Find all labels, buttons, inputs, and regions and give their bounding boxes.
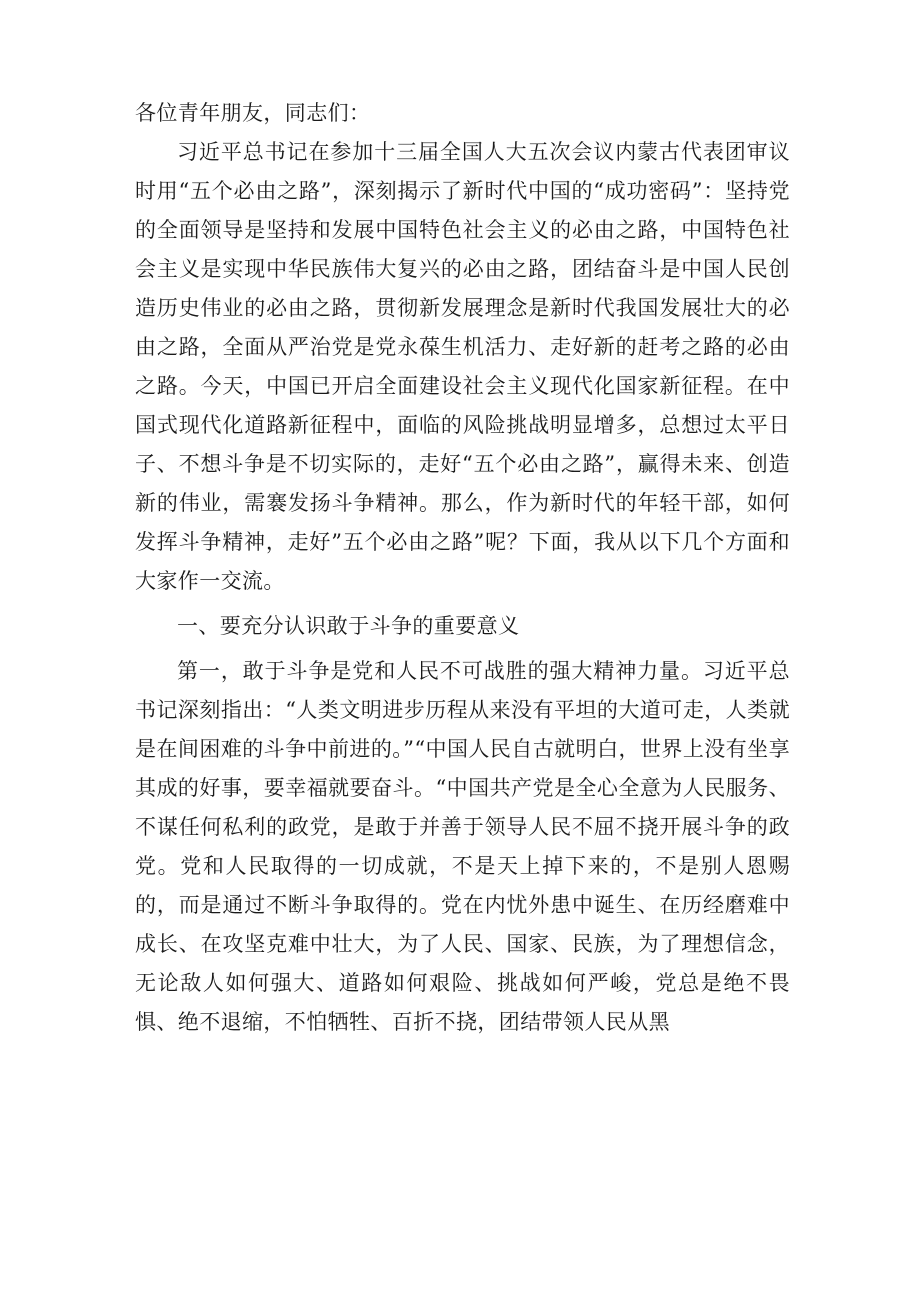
document-body: [135, 94, 790, 1042]
paragraph-first-point: 第一，敢于斗争是党和人民不可战胜的强大精神力量。习近平总书记深刻指出：“人类文明进步历程从来没有平坦的大道可走，人类就是在间困难的斗争中前进的。”“中国人民自古就明白，世界上没有坐享其成的好事，要幸福就要奋斗。“中国共产党是全心全意为人民服务、不谋任何私利的政党，是敢于并善于领导人民不屈不挠开展斗争的政党。党和人民取得的一切成就，不是天上掉下来的，不是别人恩赐的，而是通过不断斗争取得的。党在内忧外患中诞生、在历经磨难中成长、在攻坚克难中壮大，为了人民、国家、民族，为了理想信念，无论敌人如何强大、道路如何艰险、挑战如何严峻，党总是绝不畏惧、绝不退缩，不怕牺牲、百折不挠，团结带领人民从黑: [135, 659, 790, 1034]
salutation: 各位青年朋友，同志们：: [135, 101, 371, 125]
paragraph-intro: 习近平总书记在参加十三届全国人大五次会议内蒙古代表团审议时用“五个必由之路”，深刻揭示了新时代中国的“成功密码”：坚持党的全面领导是坚持和发展中国特色社会主义的必由之路，中国特色社会主义是实现中华民族伟大复兴的必由之路，团结奋斗是中国人民创造历史伟业的必由之路，贯彻新发展理念是新时代我国发展壮大的必由之路，全面从严治党是党永葆生机活力、走好新的赶考之路的必由之路。今天，中国已开启全面建设社会主义现代化国家新征程。在中国式现代化道路新征程中，面临的风险挑战明显增多，总想过太平日子、不想斗争是不切实际的，走好“五个必由之路”，赢得未来、创造新的伟业，需褰发扬斗争精神。那么，作为新时代的年轻干部，如何发挥斗争精神，走好”五个必由之路”呢？下面，我从以下几个方面和大家作一交流。: [135, 140, 790, 593]
section-heading: 一、要充分认识敢于斗争的重要意义: [177, 614, 520, 638]
